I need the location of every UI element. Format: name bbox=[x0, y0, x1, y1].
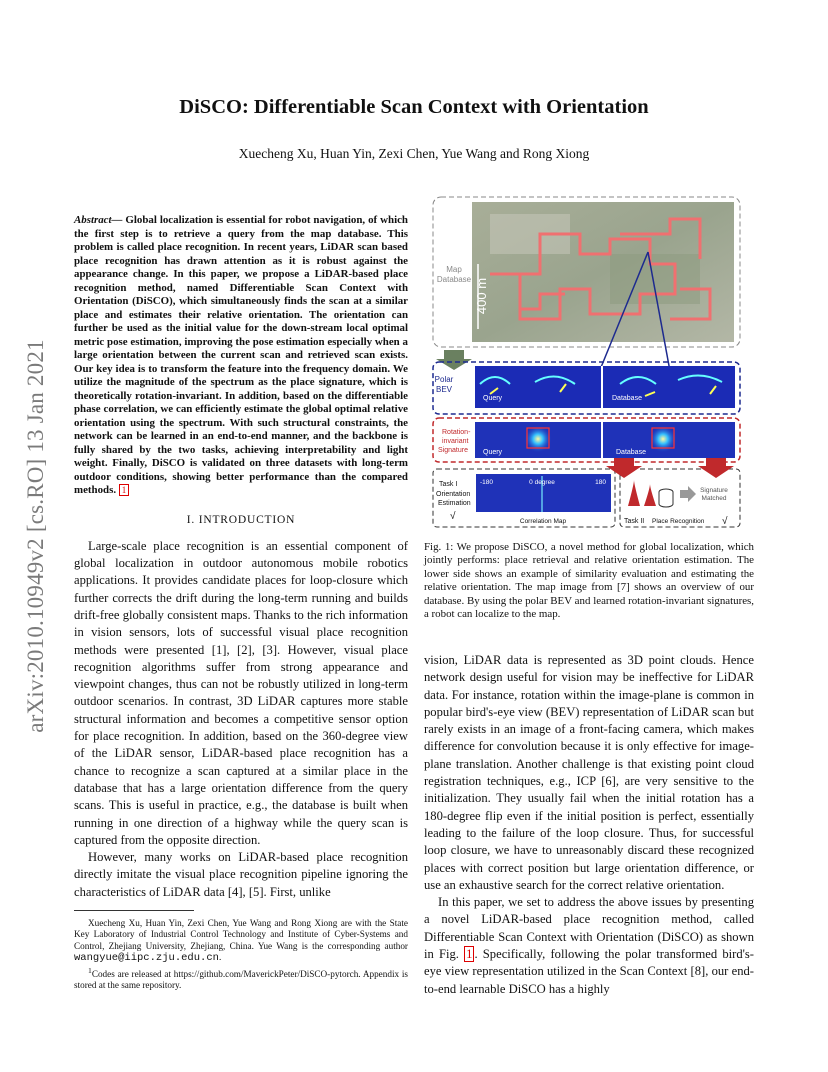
sig-query-label: Query bbox=[483, 449, 503, 456]
figure-caption: Fig. 1: We propose DiSCO, a novel method for global localization, which jointly performs: place retrieval and relative orientation estimation. The lower side shows an example of similarity evaluation and estimating the relative orientation. The map image from [7] shows an overview of our database. By using the polar BEV and learned rotation-invariant signatures, a robot can localize to the map. bbox=[424, 541, 754, 621]
signature-image bbox=[475, 422, 735, 458]
caption-label: Fig. 1: bbox=[424, 541, 454, 553]
scale-label: 400 m bbox=[474, 277, 489, 315]
intro-paragraph-1: Large-scale place recognition is an essential component of global localization in outdoor autonomous mobile robotics applications. It provides candidate places for loop-closure which further corrects the drift during the long-term running and builds drift-free globally consistent maps. Thanks to the rich information in vision sensors, lots of successful visual place recognition methods were presented [1], [2], [3]. However, visual place recognition algorithms suffer from strong appearance and viewpoint changes, thus can not be robustly utilized in long-term outdoor scenarios. In contrast, 3D LiDAR captures more stable structural information and becomes a competitive sensor option for place recognition. In addition, based on the 360-degree view of the LiDAR sensor, LiDAR-based place recognition has a chance to recognize a scan captured at a similar place in the database that has a large orientation difference from the query scans. This is useful in practice, e.g., the database is built when running in one direction of a highway while the query scan is captured from the opposite direction. bbox=[74, 538, 408, 847]
abstract-body: Global localization is essential for robot navigation, of which the first step is to retrieve a query from the map database. This problem is called place recognition. In recent years, LiDAR scan based place recognition has drawn attention as it is robust against the appearance change. In this paper, we propose a LiDAR-based place recognition method, named Differentiable Scan Context with Orientation (DiSCO), which simultaneously finds the scan at a similar place and estimates their relative orientation. The orientation can further be used as the initial value for the down-stream local optimal metric pose estimation, improving the pose estimation especially when a large orientation between the current scan and retrieved scan exists. Our key idea is to transform the feature into the frequency domain. We utilize the magnitude of the spectrum as the place signature, which is theoretically rotation-invariant. In addition, based on the differentiable phase correlation, we can efficiently estimate the global optimal relative orientation using the spectrum. With such structural constraints, the network can be learned in an end-to-end manner, and the backbone is fully shared by the two tasks, achieving interpretability and light weight. Finally, DiSCO is validated on three datasets with long-term outdoor conditions, showing better performance than the compared methods. bbox=[74, 214, 408, 496]
section-heading: I. INTRODUCTION bbox=[186, 513, 296, 526]
abstract-lead: Abstract— bbox=[74, 214, 123, 226]
bev-query-label: Query bbox=[483, 395, 503, 402]
sig-database-label: Database bbox=[616, 449, 646, 456]
figure-1 bbox=[430, 194, 745, 532]
footnote-rule bbox=[74, 910, 194, 911]
right-paragraph-2: In this paper, we set to address the above issues by presenting a novel LiDAR-based place recognition method, called Differentiable Scan Context with Orientation (DiSCO) as shown in Fig. 1 . Specifically, following the polar transformed bird's-eye view representation utilized in the Scan Context [8], our end-to-end learnable DiSCO has a highly bbox=[424, 895, 755, 996]
correlation-map-label: Correlation Map bbox=[519, 518, 567, 525]
email-address: wangyue@iipc.zju.edu.cn bbox=[74, 952, 219, 965]
abstract bbox=[74, 214, 408, 498]
left-column bbox=[74, 214, 408, 901]
down-arrow-icon bbox=[436, 350, 472, 370]
polar-label: Polar bbox=[434, 375, 454, 384]
down-arrow-icon bbox=[698, 458, 734, 478]
arxiv-sidebar-id: arXiv:2010.10949v2 [cs.RO] 13 Jan 2021 bbox=[23, 339, 48, 733]
zero-degree-label: 0 degree bbox=[529, 479, 555, 486]
right-paragraph-1: vision, LiDAR data is represented as 3D point clouds. Hence network design useful for vision may be ineffective for LiDAR data. For instance, rotation within the image-plane is common in popular bird's-eye view (BEV) representation of LiDAR scan but rarely exists in an image of a front-facing camera, which makes difference for convolution because it is only effective for image-plane translation. Another challenge is that existing point cloud registration techniques, e.g., ICP [6], are very sensitive to the initialization. They usually fail when the initial rotation has a 180-degree flip even if the initial position is perfect, essentially leading to the failure of the loop closure. Thus, for successful loop closure, we have to unreasonably discard these recognized places with correct position but large orientation difference, or use an exhaustive search for the correct relative orientation. bbox=[424, 653, 754, 892]
svg-text:Database: Database bbox=[436, 275, 472, 284]
task2-label: Task II bbox=[624, 518, 645, 525]
footnote-link[interactable]: 1 bbox=[119, 484, 130, 496]
map-label: Map bbox=[446, 265, 462, 274]
neg180-label: -180 bbox=[480, 479, 494, 486]
svg-text:invariant: invariant bbox=[442, 438, 469, 445]
svg-text:Signature: Signature bbox=[438, 447, 468, 454]
task1-label: Task I bbox=[439, 481, 458, 488]
polar-bev-image bbox=[475, 366, 735, 408]
code-footnote: $^1$Codes are released at https://github.com/MaverickPeter/DiSCO-pytorch. Appendix is stored at the same repository. bbox=[74, 965, 408, 991]
signature-matched-label: Signature bbox=[700, 487, 728, 494]
right-column bbox=[424, 652, 754, 998]
signature-label: Rotation- bbox=[442, 429, 471, 436]
paper-title: DiSCO: Differentiable Scan Context with Orientation bbox=[179, 96, 649, 118]
figure-ref-link[interactable]: 1 bbox=[466, 947, 473, 962]
svg-text:Estimation: Estimation bbox=[438, 500, 471, 507]
svg-text:Orientation: Orientation bbox=[436, 491, 471, 498]
affiliation-footnote: Xuecheng Xu, Huan Yin, Zexi Chen, Yue Wang and Rong Xiong are with the State Key Laboratory of Industrial Control Technology and Institute of Cyber-Systems and Control, Zhejiang University, Zhejiang, China. Yue Wang is the corresponding author wangyue@iipc.zju.edu.cn. bbox=[74, 918, 408, 965]
paper-authors: Xuecheng Xu, Huan Yin, Zexi Chen, Yue Wang and Rong Xiong bbox=[238, 146, 590, 161]
right-arrow-icon bbox=[680, 486, 696, 502]
footnotes bbox=[74, 918, 408, 992]
pos180-label: 180 bbox=[595, 479, 606, 486]
bev-database-label: Database bbox=[612, 395, 642, 402]
task2-check-icon: √ bbox=[722, 516, 728, 527]
intro-paragraph-2: However, many works on LiDAR-based place recognition directly imitate the visual place recognition pipeline ignoring the characteristics of LiDAR data [4], [5]. First, unlike bbox=[74, 850, 408, 899]
place-recognition-label: Place Recognition bbox=[652, 518, 705, 525]
peak-icon bbox=[628, 480, 640, 506]
svg-text:BEV: BEV bbox=[435, 385, 453, 394]
task1-check-icon: √ bbox=[450, 511, 456, 522]
svg-text:Matched: Matched bbox=[701, 495, 727, 502]
